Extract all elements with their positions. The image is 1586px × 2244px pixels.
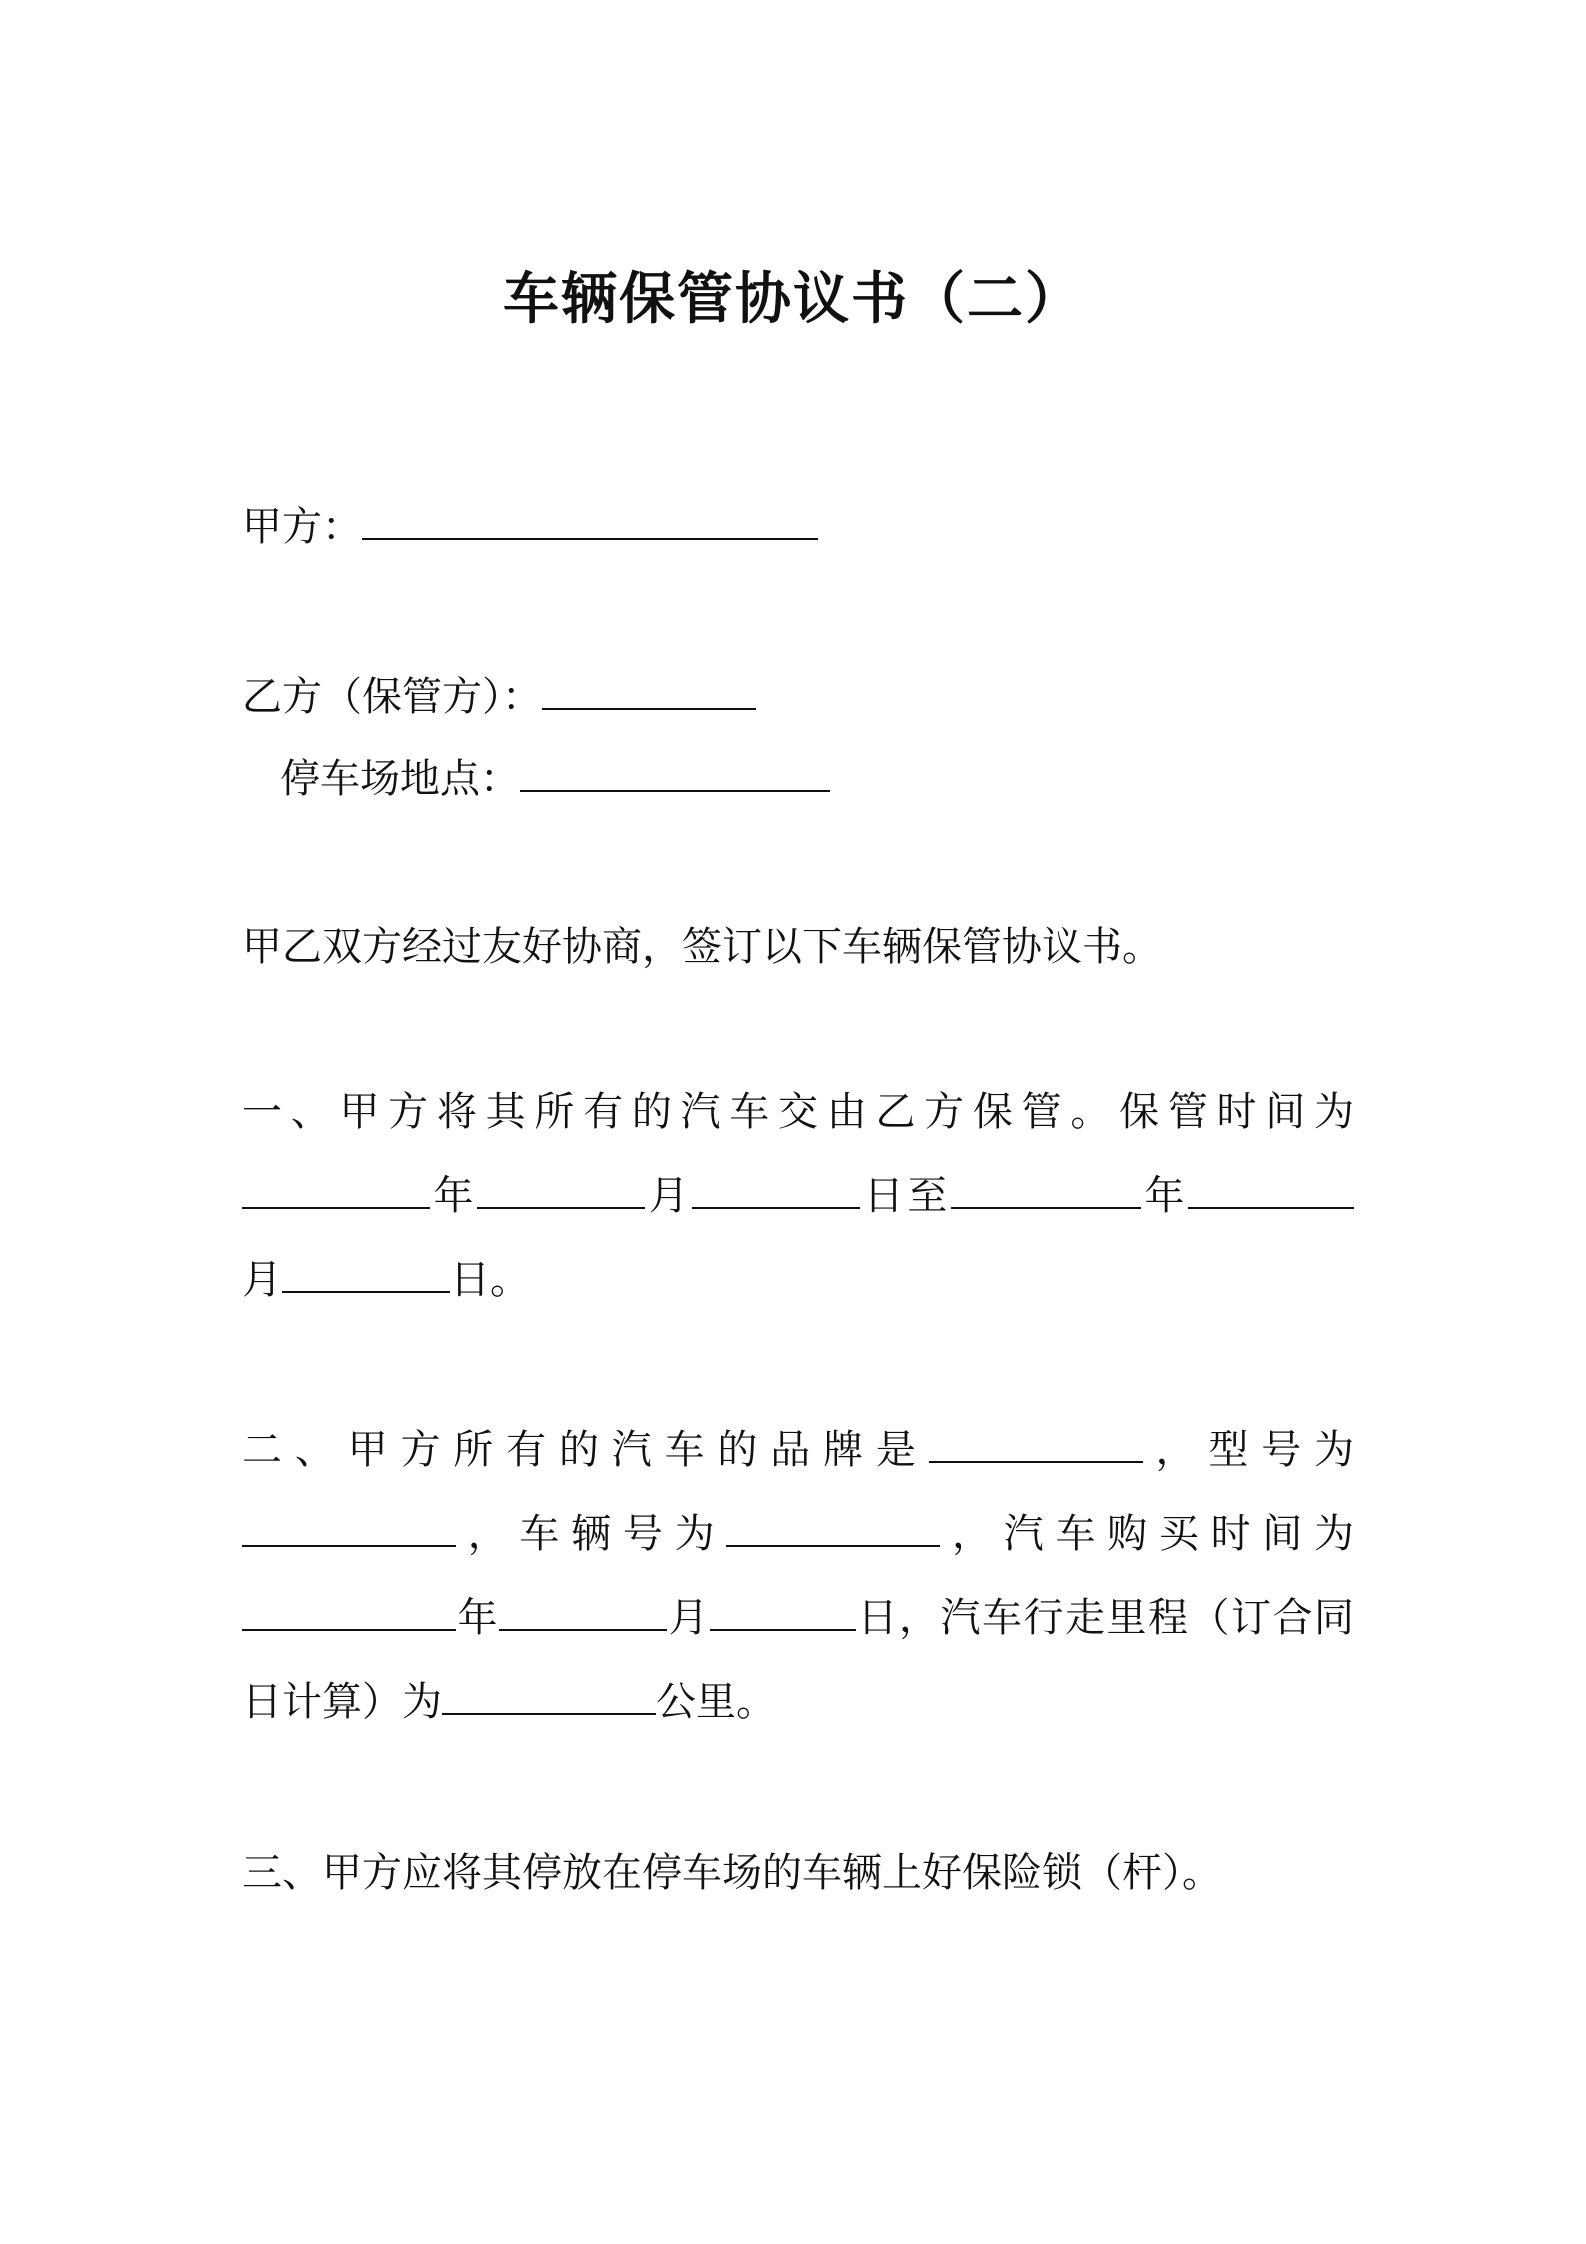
party-b-line: [242, 670, 756, 724]
party-a-label: 甲方：: [242, 504, 362, 550]
brand-label: 二、甲方所有的汽车的品牌是: [242, 1427, 929, 1473]
purchase-label: ，汽车购买时间为: [940, 1511, 1355, 1557]
clause-1-row-2: [242, 1154, 1354, 1238]
start-year-label: 年: [430, 1173, 478, 1219]
parking-label: 停车场地点：: [280, 756, 520, 802]
parking-line: [280, 752, 830, 806]
clause-1-row-3: [242, 1238, 1354, 1322]
plate-blank[interactable]: [726, 1511, 940, 1547]
start-day-blank[interactable]: [692, 1173, 860, 1209]
party-a-line: [242, 500, 818, 554]
end-month-label: 月: [242, 1257, 282, 1303]
calc-label: 日计算）为: [242, 1679, 442, 1725]
party-b-blank[interactable]: [542, 674, 756, 710]
party-b-label: 乙方（保管方）：: [242, 674, 542, 720]
purchase-day-blank[interactable]: [710, 1595, 856, 1631]
end-day-blank[interactable]: [282, 1257, 450, 1293]
clause-1-row-1: 一、甲方将其所有的汽车交由乙方保管。保管时间为: [242, 1089, 1354, 1135]
unit-label: 公里。: [656, 1679, 776, 1725]
document-title: 车辆保管协议书（二）: [503, 267, 1083, 332]
mileage-blank[interactable]: [442, 1679, 656, 1715]
party-a-blank[interactable]: [362, 504, 818, 540]
clause-3: 三、甲方应将其停放在停车场的车辆上好保险锁（杆）。: [242, 1850, 1222, 1896]
start-month-label: 月: [645, 1173, 693, 1219]
clause-2-row-1: [242, 1408, 1354, 1492]
end-year-blank[interactable]: [951, 1173, 1141, 1209]
clause-2: [242, 1408, 1354, 1744]
clause-2-row-3: [242, 1576, 1354, 1660]
parking-blank[interactable]: [520, 756, 830, 792]
mileage-label: 日，汽车行走里程（订合同: [856, 1595, 1354, 1641]
purchase-month-blank[interactable]: [499, 1595, 667, 1631]
purchase-year-label: 年: [456, 1595, 499, 1641]
clause-2-row-4: [242, 1660, 1354, 1744]
day-to-label: 日至: [860, 1173, 951, 1219]
brand-blank[interactable]: [929, 1427, 1143, 1463]
model-label: ，型号为: [1142, 1427, 1355, 1473]
end-month-blank[interactable]: [1188, 1173, 1354, 1209]
plate-label: ，车辆号为: [456, 1511, 727, 1557]
clause-1: [242, 1070, 1354, 1322]
clause-2-row-2: [242, 1492, 1354, 1576]
intro-paragraph: 甲乙双方经过友好协商，签订以下车辆保管协议书。: [242, 924, 1162, 970]
purchase-month-label: 月: [667, 1595, 710, 1641]
model-blank[interactable]: [242, 1511, 456, 1547]
end-day-label: 日。: [450, 1257, 530, 1303]
purchase-year-blank[interactable]: [242, 1595, 456, 1631]
start-month-blank[interactable]: [477, 1173, 645, 1209]
end-year-label: 年: [1140, 1173, 1189, 1219]
start-year-blank[interactable]: [242, 1173, 430, 1209]
